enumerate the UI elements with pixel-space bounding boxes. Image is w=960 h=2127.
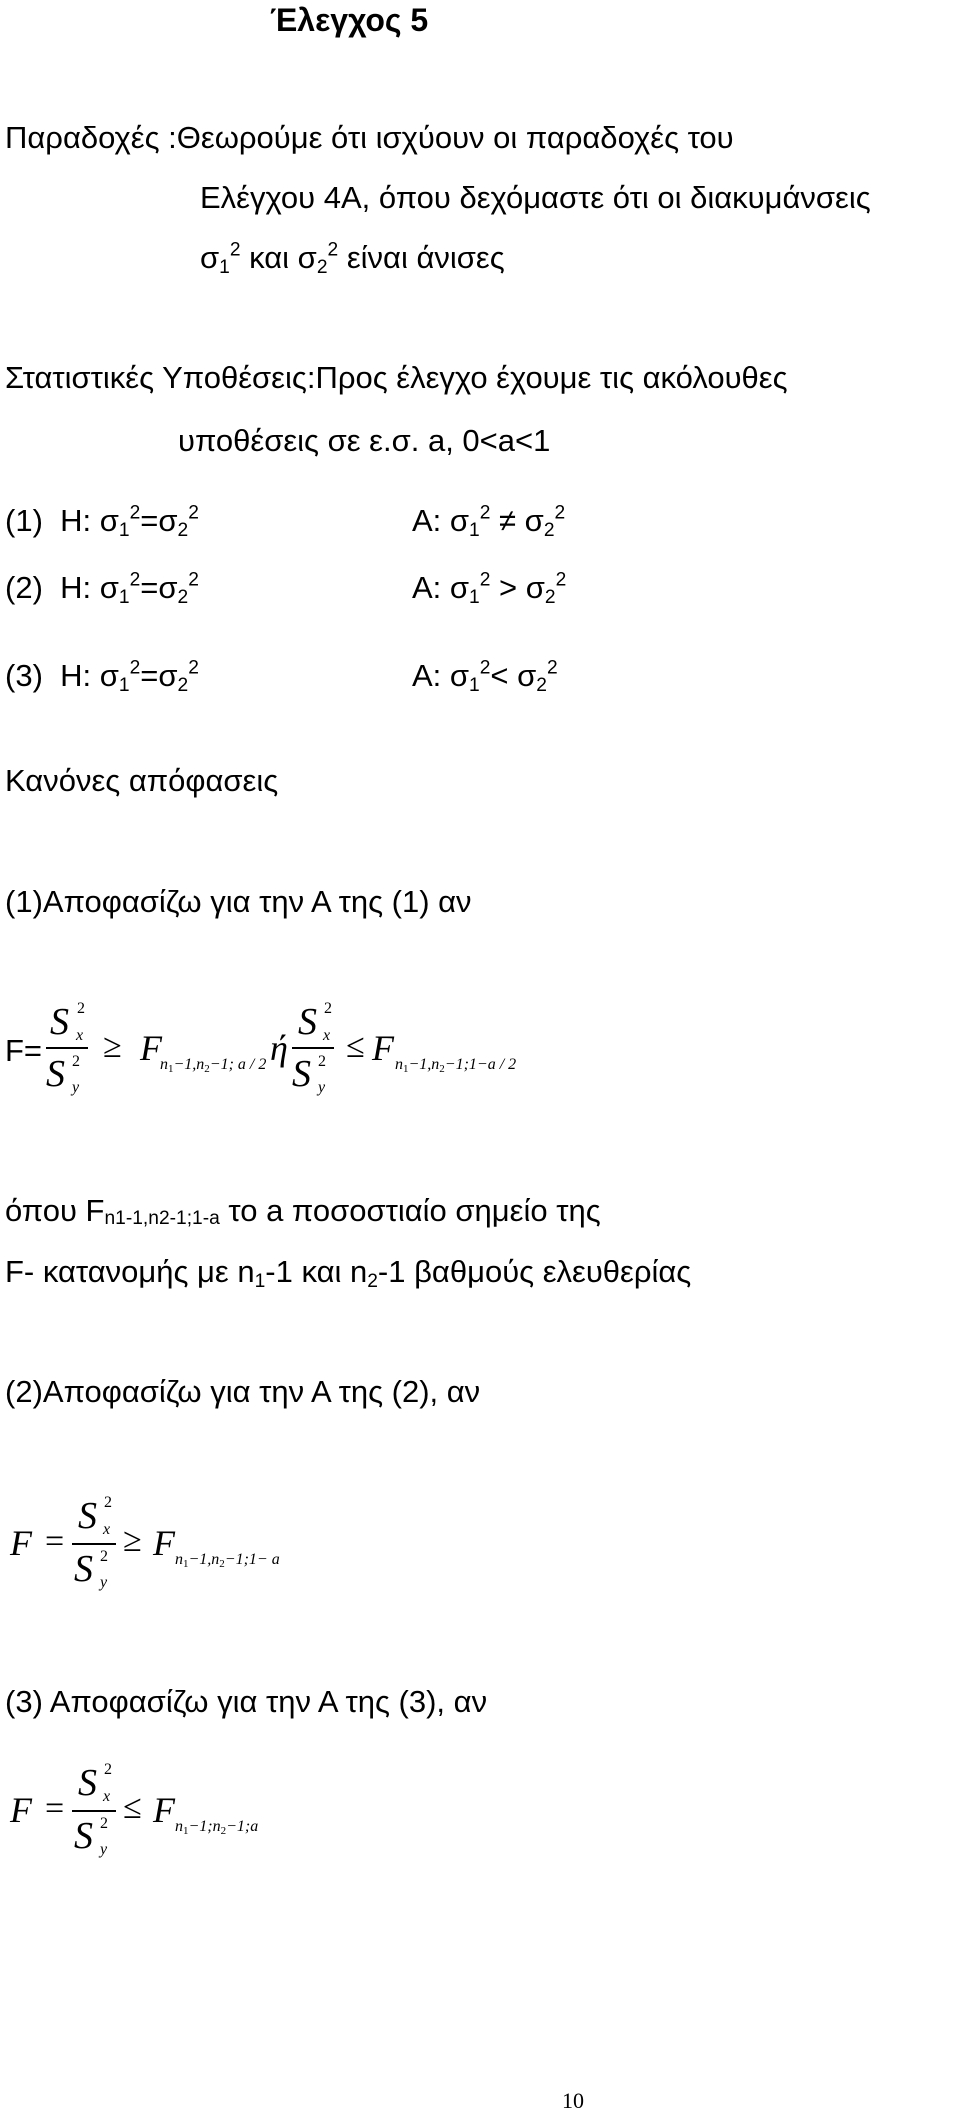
f1-num-sub: x: [76, 1027, 84, 1044]
f1-num-S: S: [50, 1001, 69, 1043]
rule-3-text: (3) Αποφασίζω για την Α της (3), αν: [5, 1684, 488, 1719]
f3-num-sub: x: [103, 1788, 111, 1805]
f1-den-S: S: [46, 1053, 65, 1095]
f3-num-S: S: [78, 1762, 97, 1804]
f3-F-rhs: F: [153, 1790, 175, 1830]
f3-F-sub: $n_1-1;n_2-1;a$: [175, 1818, 259, 1837]
f1-or: ή: [270, 1028, 288, 1068]
f2-num-S: S: [78, 1495, 97, 1537]
f3-leq: ≤: [123, 1789, 142, 1826]
f3-den-sup: 2: [100, 1815, 108, 1832]
f1b-den-sup: 2: [318, 1053, 326, 1070]
f1-leq: ≤: [346, 1028, 365, 1065]
page-number: 10: [562, 2088, 584, 2113]
f1-den-sup: 2: [72, 1053, 80, 1070]
rule-1-note-2: F- κατανομής με $n_1-1$ και $n_2-1$ βαθμούς ελευθερίας: [5, 1254, 692, 1292]
f1-F2-sub: $n_1-1,n_2-1;1-a / 2$: [395, 1056, 517, 1075]
alternative-row-2: A: $\sigma_1^2 > \sigma_2^2$: [412, 569, 567, 608]
assumptions-line-1: Παραδοχές :Θεωρούμε ότι ισχύουν οι παραδοχές του: [5, 120, 734, 155]
alternative-row-1: A: $\sigma_1^2 \ne \sigma_2^2$: [412, 502, 566, 541]
f1b-num-S: S: [298, 1001, 317, 1043]
f3-bar: [72, 1810, 116, 1812]
hypotheses-line-1: Στατιστικές Υποθέσεις:Προς έλεγχο έχουμε τις ακόλουθες: [5, 360, 788, 395]
f1-den-sub: y: [72, 1079, 80, 1096]
f1b-den-sub: y: [318, 1079, 326, 1096]
rule-1-text: (1)Αποφασίζω για την Α της (1) αν: [5, 884, 472, 919]
f1b-num-sup: 2: [324, 1000, 332, 1017]
f3-den-sub: y: [100, 1841, 108, 1858]
alternative-row-3: A: $\sigma_1^2< \sigma_2^2$: [412, 657, 558, 696]
f2-F-rhs: F: [153, 1523, 175, 1563]
f3-den-S: S: [74, 1815, 93, 1857]
f3-F: F: [10, 1790, 32, 1830]
f1-bar-2: [292, 1047, 334, 1049]
f1b-den-S: S: [292, 1053, 311, 1095]
f1-F1-sub: $n_1-1,n_2-1$; a / 2: [160, 1056, 267, 1075]
hypotheses-line-2: υποθέσεις σε ε.σ. a, 0<a<1: [178, 423, 551, 458]
not-equal-symbol: ≠: [499, 503, 517, 538]
f2-den-S: S: [74, 1548, 93, 1590]
hypothesis-row-1: (1) H: $\sigma_1^2=\sigma_2^2$: [5, 502, 199, 541]
rule-2-text: (2)Αποφασίζω για την Α της (2), αν: [5, 1374, 481, 1409]
f1-F1: F: [140, 1028, 162, 1068]
rules-heading: Κανόνες απόφασεις: [5, 763, 279, 798]
formula-1-label: F=: [5, 1033, 43, 1068]
f2-num-sub: x: [103, 1521, 111, 1538]
f3-num-sup: 2: [104, 1761, 112, 1778]
assumptions-line-2: Ελέγχου 4Α, όπου δεχόμαστε ότι οι διακυμάνσεις: [200, 180, 871, 215]
rule-1-note-1: όπου $F_{n1-1,n2-1;1-a}$ το a ποσοστιαίο σημείο της: [5, 1193, 601, 1229]
assumptions-line-3: $\sigma_1^2$ και $\sigma_2^2$ είναι άνισες: [200, 239, 505, 278]
f2-geq: ≥: [123, 1522, 142, 1559]
f2-den-sup: 2: [100, 1548, 108, 1565]
f2-F-sub: $n_1-1,n_2-1;1- a$: [175, 1551, 280, 1570]
hypothesis-row-2: (2) H: $\sigma_1^2=\sigma_2^2$: [5, 569, 199, 608]
f1-geq: ≥: [103, 1028, 122, 1065]
f2-eq: =: [45, 1523, 65, 1560]
page-title: Έλεγχος 5: [270, 2, 429, 38]
f3-eq: =: [45, 1790, 65, 1827]
f1-F2: F: [372, 1028, 394, 1068]
f2-bar: [72, 1543, 116, 1545]
f1-bar-1: [46, 1047, 88, 1049]
f1b-num-sub: x: [323, 1027, 331, 1044]
hypothesis-row-3: (3) H: $\sigma_1^2=\sigma_2^2$: [5, 657, 199, 696]
f2-F: F: [10, 1523, 32, 1563]
f2-num-sup: 2: [104, 1494, 112, 1511]
f2-den-sub: y: [100, 1574, 108, 1591]
f1-num-sup: 2: [77, 1000, 85, 1017]
